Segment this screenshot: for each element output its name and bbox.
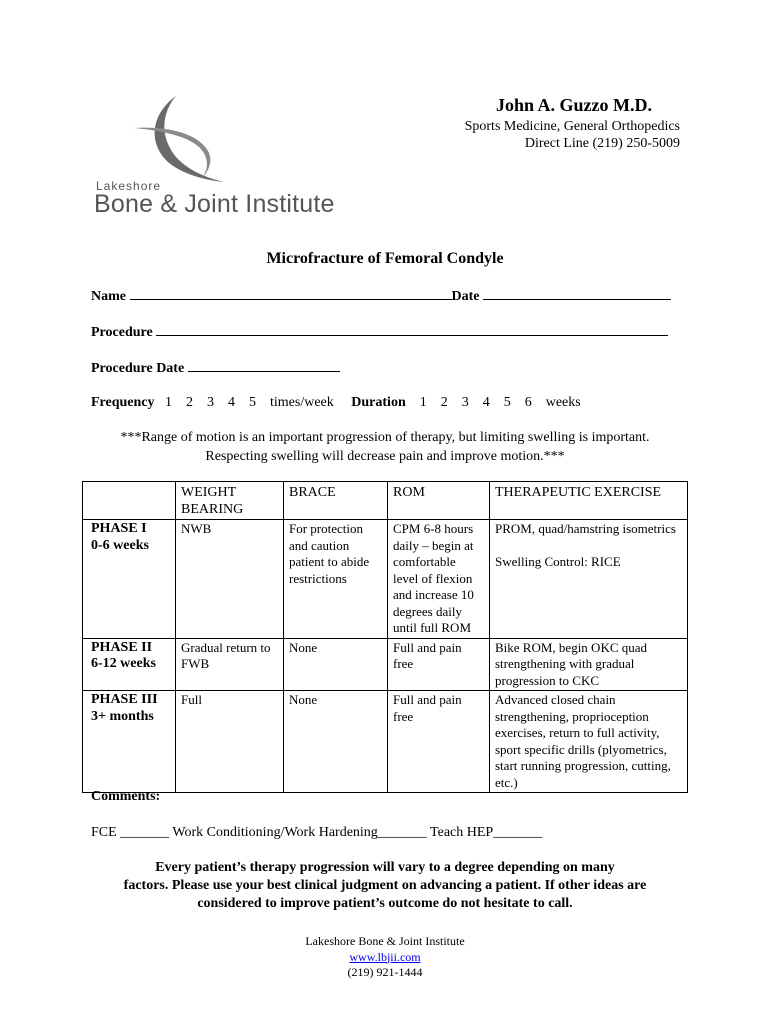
procedure-date-row (91, 359, 340, 377)
closing-line-1: Every patient’s therapy progression will vary to a degree depending on many (155, 860, 615, 875)
exercise-cell: Advanced closed chain strengthening, proprioception exercises, return to full activity, sport specific drills (plyometrics, start running progression, cutting, etc.) (490, 691, 688, 793)
phase-table (82, 481, 688, 793)
procedure-label: Procedure (91, 325, 153, 340)
procedure-date-field[interactable] (188, 359, 340, 372)
frequency-unit: times/week (270, 395, 334, 410)
procedure-field[interactable] (156, 323, 668, 336)
table-header-row (83, 482, 688, 520)
page-title: Microfracture of Femoral Condyle (266, 250, 504, 267)
table-header-cell (83, 482, 176, 520)
table-row (83, 691, 688, 793)
phase-name: PHASE III (91, 692, 158, 707)
doctor-specialty: Sports Medicine, General Orthopedics (464, 119, 680, 134)
footer-website-link[interactable]: www.lbjii.com (349, 949, 421, 964)
brace-cell: For protection and caution patient to abide restrictions (284, 520, 388, 639)
logo-big-text: Bone & Joint Institute (94, 190, 335, 218)
name-field[interactable] (130, 287, 452, 300)
table-header-cell: WEIGHT BEARING (176, 482, 284, 520)
phase-cell (83, 691, 176, 793)
duration-unit: weeks (545, 395, 581, 410)
brace-cell: None (284, 638, 388, 691)
frequency-options[interactable]: 1 2 3 4 5 (165, 395, 257, 410)
frequency-duration-row (91, 395, 581, 411)
exercise-cell: Bike ROM, begin OKC quad strengthening with gradual progression to CKC (490, 638, 688, 691)
note-line-2: Respecting swelling will decrease pain and improve motion.*** (205, 449, 565, 464)
duration-label: Duration (351, 395, 406, 410)
name-date-row (91, 287, 671, 305)
table-row (83, 520, 688, 639)
note-line-1: ***Range of motion is an important progression of therapy, but limiting swelling is important. (120, 430, 650, 445)
procedure-date-label: Procedure Date (91, 361, 185, 376)
exercise-cell (490, 520, 688, 639)
rom-cell: CPM 6-8 hours daily – begin at comfortable level of flexion and increase 10 degrees daily until full ROM (388, 520, 490, 639)
name-label: Name (91, 289, 126, 304)
rom-cell: Full and pain free (388, 691, 490, 793)
table-row (83, 638, 688, 691)
rom-cell: Full and pain free (388, 638, 490, 691)
weight-bearing-cell: NWB (176, 520, 284, 639)
duration-options[interactable]: 1 2 3 4 5 6 (419, 395, 532, 410)
logo-small-text: Lakeshore (96, 179, 162, 193)
phase-cell (83, 638, 176, 691)
fce-options-line[interactable]: FCE _______ Work Conditioning/Work Hardening_______ Teach HEP_______ (91, 825, 543, 840)
closing-line-2: factors. Please use your best clinical judgment on advancing a patient. If other ideas are (123, 878, 647, 893)
footer (0, 934, 770, 981)
date-label: Date (451, 289, 480, 304)
phase-weeks: 0-6 weeks (91, 537, 149, 553)
exercise-text-2: Swelling Control: RICE (495, 553, 621, 569)
brace-cell: None (284, 691, 388, 793)
procedure-row (91, 323, 668, 341)
phase-cell (83, 520, 176, 639)
table-header-cell: THERAPEUTIC EXERCISE (490, 482, 688, 520)
phase-weeks: 6-12 weeks (91, 656, 156, 671)
exercise-text: PROM, quad/hamstring isometrics (495, 521, 676, 536)
table-header-cell: ROM (388, 482, 490, 520)
weight-bearing-cell: Gradual return to FWB (176, 638, 284, 691)
phase-name: PHASE I (91, 521, 147, 536)
frequency-label: Frequency (91, 395, 155, 410)
comments-label: Comments: (91, 789, 161, 804)
lakeshore-logo-icon (94, 92, 234, 184)
phase-weeks: 3+ months (91, 708, 154, 724)
weight-bearing-cell: Full (176, 691, 284, 793)
footer-phone: (219) 921-1444 (347, 965, 423, 979)
doctor-name: John A. Guzzo M.D. (495, 95, 652, 115)
closing-line-3: considered to improve patient’s outcome do not hesitate to call. (197, 896, 573, 911)
date-field[interactable] (483, 287, 671, 300)
closing-statement (0, 859, 770, 913)
phase-name: PHASE II (91, 639, 153, 655)
table-header-cell: BRACE (284, 482, 388, 520)
footer-org: Lakeshore Bone & Joint Institute (305, 934, 465, 948)
doctor-direct-line: Direct Line (219) 250-5009 (524, 136, 680, 151)
